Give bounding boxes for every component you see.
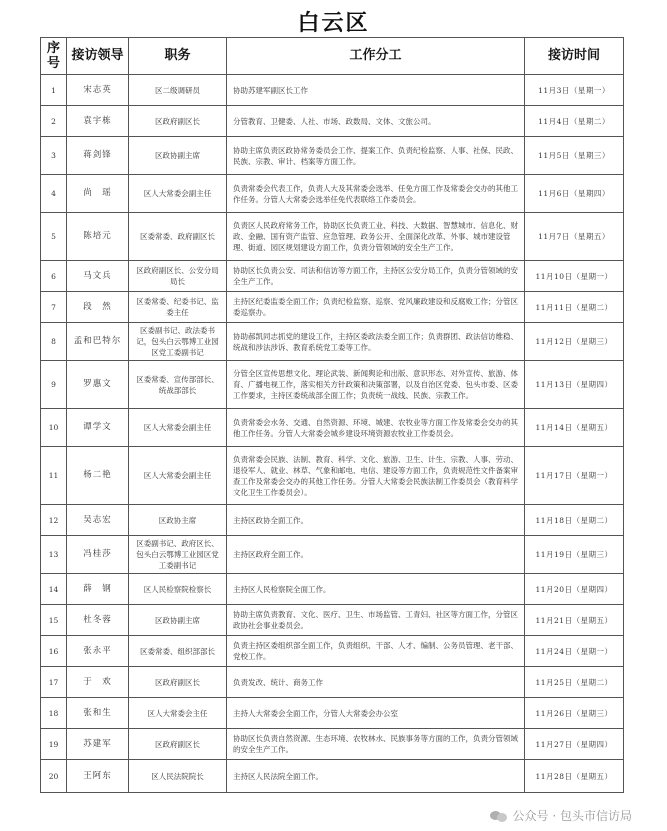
row-time: 11月25日（星期二） — [525, 667, 624, 698]
table-row — [41, 213, 624, 261]
row-leader-name: 杜冬蓉 — [67, 605, 129, 636]
row-duty: 负责常委会代表工作，负责人大及其常委会选举、任免方面工作及常委会交办的其他工作任务。分管人大常委会选举任免代表联络工作委员会。 — [227, 175, 525, 213]
row-seq: 9 — [41, 361, 67, 409]
row-leader-name: 冯桂莎 — [67, 536, 129, 574]
row-leader-name: 杨二艳 — [67, 447, 129, 505]
row-leader-name: 陈培元 — [67, 213, 129, 261]
row-time: 11月7日（星期五） — [525, 213, 624, 261]
table-row — [41, 261, 624, 292]
header-position: 职务 — [129, 38, 227, 75]
table-row — [41, 323, 624, 361]
row-duty: 负责区人民政府常务工作，协助区长负责工业、科技、大数据、智慧城市、信息化、财政、金融、国有资产监管、应急管理、政务公开、全面深化改革、外事、城市建设管理、街道、园区规划建设方面工作，负责分管领域的安全生产工作。 — [227, 213, 525, 261]
row-position: 区政协副主席 — [129, 605, 227, 636]
table-row — [41, 536, 624, 574]
table-row — [41, 137, 624, 175]
row-leader-name: 张永平 — [67, 636, 129, 667]
row-duty: 协助主席负责区政协常务委员会工作、提案工作、负责纪检监察、人事、社保、民政、民族、宗教、审计、档案等方面工作。 — [227, 137, 525, 175]
row-duty: 负责发改、统计、商务工作 — [227, 667, 525, 698]
row-position: 区委常委、组织部部长 — [129, 636, 227, 667]
row-leader-name: 吴志宏 — [67, 505, 129, 536]
row-time: 11月18日（星期二） — [525, 505, 624, 536]
row-time: 11月27日（星期四） — [525, 729, 624, 760]
row-leader-name: 苏建军 — [67, 729, 129, 760]
row-seq: 15 — [41, 605, 67, 636]
row-duty: 协助苏建军副区长工作 — [227, 75, 525, 106]
row-seq: 13 — [41, 536, 67, 574]
row-seq: 8 — [41, 323, 67, 361]
row-time: 11月10日（星期一） — [525, 261, 624, 292]
row-time: 11月12日（星期三） — [525, 323, 624, 361]
row-position: 区委常委、政府副区长 — [129, 213, 227, 261]
row-leader-name: 袁宇栋 — [67, 106, 129, 137]
row-leader-name: 段 然 — [67, 292, 129, 323]
row-duty: 负责常委会民族、法制、教育、科学、文化、旅游、卫生、计生、宗教、人事、劳动、退役军人、就业、林草、气象和邮电、电信、建设等方面工作，负责规范性文件备案审查工作及常委会交办的其他工作任务。分管人大常委会民族法制工作委员会（教育科学文化卫生工作委员会）。 — [227, 447, 525, 505]
row-position: 区二级调研员 — [129, 75, 227, 106]
row-seq: 17 — [41, 667, 67, 698]
row-position: 区政府副区长 — [129, 106, 227, 137]
row-time: 11月3日（星期一） — [525, 75, 624, 106]
row-duty: 分管全区宣传思想文化、理论武装、新闻舆论和出版、意识形态、对外宣传、旅游、体育、广播电视工作，落实相关方针政策和决策部署，以及自治区党委、包头市委、区委工作要求，主持区委统战部全面工作；负责统一战线、民族、宗教工作。 — [227, 361, 525, 409]
row-position: 区政协主席 — [129, 505, 227, 536]
page-title: 白云区 — [297, 11, 370, 36]
row-position: 区政府副区长 — [129, 729, 227, 760]
header-leader: 接访领导 — [67, 38, 129, 75]
row-seq: 10 — [41, 409, 67, 447]
row-position: 区政府副区长 — [129, 667, 227, 698]
watermark — [487, 806, 635, 825]
row-duty: 协助区长负责自然资源、生态环境、农牧林水、民族事务等方面的工作，负责分管领域的安全生产工作。 — [227, 729, 525, 760]
row-leader-name: 马文兵 — [67, 261, 129, 292]
row-time: 11月20日（星期四） — [525, 574, 624, 605]
row-seq: 20 — [41, 760, 67, 793]
row-time: 11月5日（星期三） — [525, 137, 624, 175]
row-seq: 6 — [41, 261, 67, 292]
row-position: 区政协副主席 — [129, 137, 227, 175]
row-time: 11月21日（星期五） — [525, 605, 624, 636]
header-seq: 序号 — [41, 38, 67, 75]
row-duty: 主持区政府全面工作。 — [227, 536, 525, 574]
table-row — [41, 729, 624, 760]
table-row — [41, 698, 624, 729]
row-leader-name: 孟和巴特尔 — [67, 323, 129, 361]
row-duty: 主持区人民检察院全面工作。 — [227, 574, 525, 605]
row-seq: 12 — [41, 505, 67, 536]
row-position: 区人民法院院长 — [129, 760, 227, 793]
row-position: 区人大常委会主任 — [129, 698, 227, 729]
row-duty: 协助主席负责教育、文化、医疗、卫生、市场监管、工青妇、社区等方面工作，分管区政协社会事业委员会。 — [227, 605, 525, 636]
table-row — [41, 667, 624, 698]
row-time: 11月14日（星期五） — [525, 409, 624, 447]
row-leader-name: 薛 钢 — [67, 574, 129, 605]
table-row — [41, 505, 624, 536]
row-leader-name: 张和生 — [67, 698, 129, 729]
row-position: 区委常委、宣传部部长、统战部部长 — [129, 361, 227, 409]
row-leader-name: 宋志英 — [67, 75, 129, 106]
row-seq: 14 — [41, 574, 67, 605]
row-duty: 主持人大常委会全面工作，分管人大常委会办公室 — [227, 698, 525, 729]
row-duty: 主持区人民法院全面工作。 — [227, 760, 525, 793]
row-time: 11月13日（星期四） — [525, 361, 624, 409]
row-seq: 19 — [41, 729, 67, 760]
row-time: 11月26日（星期三） — [525, 698, 624, 729]
row-time: 11月17日（星期一） — [525, 447, 624, 505]
row-seq: 16 — [41, 636, 67, 667]
table-row — [41, 447, 624, 505]
table-row — [41, 175, 624, 213]
table-row — [41, 409, 624, 447]
table-row — [41, 361, 624, 409]
header-duty: 工作分工 — [227, 38, 525, 75]
header-time: 接访时间 — [525, 38, 624, 75]
row-leader-name: 谭学文 — [67, 409, 129, 447]
table-row — [41, 292, 624, 323]
wechat-icon — [490, 809, 508, 823]
row-time: 11月11日（星期二） — [525, 292, 624, 323]
row-seq: 11 — [41, 447, 67, 505]
row-duty: 主持区政协全面工作。 — [227, 505, 525, 536]
table-body — [41, 75, 624, 793]
row-leader-name: 尚 瑶 — [67, 175, 129, 213]
row-position: 区人民检察院检察长 — [129, 574, 227, 605]
table-header-row — [41, 38, 624, 75]
row-leader-name: 王阿东 — [67, 760, 129, 793]
row-seq: 5 — [41, 213, 67, 261]
row-seq: 7 — [41, 292, 67, 323]
row-leader-name: 罗惠文 — [67, 361, 129, 409]
reception-schedule-table — [40, 37, 624, 793]
row-position: 区人大常委会副主任 — [129, 175, 227, 213]
row-seq: 1 — [41, 75, 67, 106]
row-duty: 主持区纪委监委全面工作；负责纪检监察、巡察、党风廉政建设和反腐败工作；分管区委巡察办。 — [227, 292, 525, 323]
row-time: 11月19日（星期三） — [525, 536, 624, 574]
table-row — [41, 605, 624, 636]
row-position: 区委副书记、政府区长、包头白云鄂博工业园区党工委副书记 — [129, 536, 227, 574]
table-row — [41, 636, 624, 667]
table-row — [41, 574, 624, 605]
row-duty: 协助郝凯同志抓党的建设工作，主持区委政法委全面工作；负责群团、政法信访维稳、统战和涉法涉诉、教育系统党工委等工作。 — [227, 323, 525, 361]
row-position: 区委副书记、政法委书记，包头白云鄂博工业园区党工委副书记 — [129, 323, 227, 361]
row-leader-name: 蒋剑锋 — [67, 137, 129, 175]
table-row — [41, 106, 624, 137]
row-duty: 分管教育、卫健委、人社、市场、政数局、文体、文旅公司。 — [227, 106, 525, 137]
row-time: 11月6日（星期四） — [525, 175, 624, 213]
row-time: 11月4日（星期二） — [525, 106, 624, 137]
row-position: 区人大常委会副主任 — [129, 447, 227, 505]
row-duty: 负责主持区委组织部全面工作，负责组织、干部、人才、编制、公务员管理、老干部、党校工作。 — [227, 636, 525, 667]
row-position: 区人大常委会副主任 — [129, 409, 227, 447]
row-duty: 协助区长负责公安、司法和信访等方面工作，主持区公安分局工作，负责分管领域的安全生产工作。 — [227, 261, 525, 292]
row-leader-name: 于 欢 — [67, 667, 129, 698]
row-duty: 负责常委会水务、交通、自然资源、环境、城建、农牧业等方面工作及常委会交办的其他工作任务。分管人大常委会城乡建设环境资源农牧业工作委员会。 — [227, 409, 525, 447]
row-seq: 3 — [41, 137, 67, 175]
table-row — [41, 75, 624, 106]
row-seq: 18 — [41, 698, 67, 729]
row-position: 区政府副区长、公安分局局长 — [129, 261, 227, 292]
watermark-text: 公众号 · 包头市信访局 — [512, 809, 632, 823]
row-time: 11月28日（星期五） — [525, 760, 624, 793]
row-seq: 2 — [41, 106, 67, 137]
row-position: 区委常委、纪委书记、监委主任 — [129, 292, 227, 323]
row-seq: 4 — [41, 175, 67, 213]
table-row — [41, 760, 624, 793]
row-time: 11月24日（星期一） — [525, 636, 624, 667]
